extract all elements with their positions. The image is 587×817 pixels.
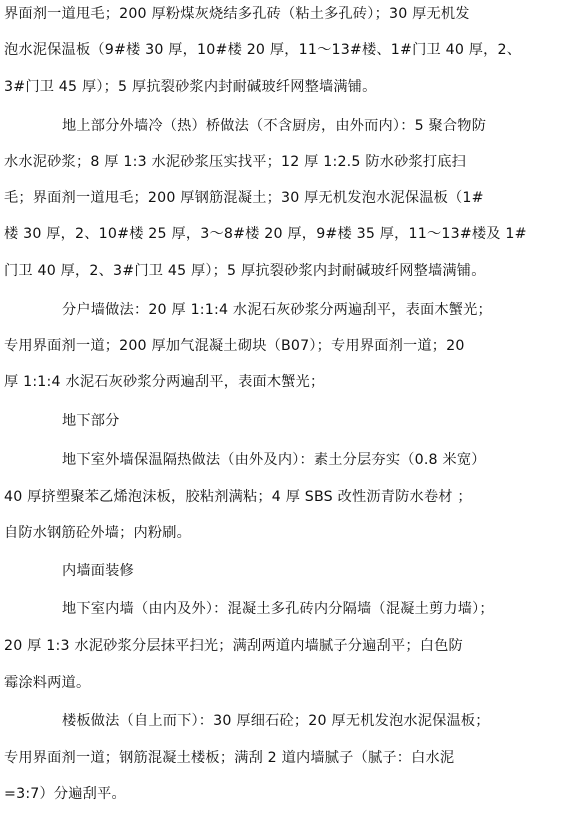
paragraph-2-line-1: 地上部分外墙冷（热）桥做法（不含厨房，由外而内）：5 聚合物防 (62, 118, 487, 134)
paragraph-8-line-3: =3:7）分遍刮平。 (4, 786, 126, 802)
paragraph-3-line-3: 厚 1:1:4 水泥石灰砂浆分两遍刮平，表面木蟹光； (4, 374, 325, 390)
paragraph-7-line-1: 地下室内墙（由内及外）：混凝土多孔砖内分隔墙（混凝土剪力墙）； (62, 601, 494, 617)
paragraph-7-line-3: 霉涂料两道。 (4, 675, 91, 691)
paragraph-7-line-2: 20 厚 1:3 水泥砂浆分层抹平扫光；满刮两道内墙腻子分遍刮平；白色防 (4, 638, 463, 654)
paragraph-1-line-1: 界面剂一道甩毛；200 厚粉煤灰烧结多孔砖（粘土多孔砖）；30 厚无机发 (4, 6, 470, 22)
paragraph-5-line-2: 40 厚挤塑聚苯乙烯泡沫板，胶粘剂满粘；4 厚 SBS 改性沥青防水卷材 ； (4, 489, 472, 505)
paragraph-5-line-3: 自防水钢筋砼外墙；内粉刷。 (4, 525, 192, 541)
paragraph-1-line-3: 3#门卫 45 厚）；5 厚抗裂砂浆内封耐碱玻纤网整墙满铺。 (4, 79, 377, 95)
paragraph-2-line-3: 毛；界面剂一道甩毛；200 厚钢筋混凝土；30 厚无机发泡水泥保温板（1# (4, 190, 484, 206)
paragraph-5-line-1: 地下室外墙保温隔热做法（由外及内）：素土分层夯实（0.8 米宽） (62, 452, 486, 468)
paragraph-1-line-2: 泡水泥保温板（9#楼 30 厚，10#楼 20 厚，11～13#楼、1#门卫 40 厚，2、 (4, 42, 522, 58)
paragraph-3-line-1: 分户墙做法：20 厚 1:1:4 水泥石灰砂浆分两遍刮平，表面木蟹光； (62, 302, 492, 318)
paragraph-2-line-2: 水水泥砂浆；8 厚 1:3 水泥砂浆压实找平；12 厚 1:2.5 防水砂浆打底扫 (4, 154, 467, 170)
section-heading-underground: 地下部分 (62, 413, 120, 429)
paragraph-8-line-2: 专用界面剂一道；钢筋混凝土楼板；满刮 2 道内墙腻子（腻子：白水泥 (4, 750, 455, 766)
paragraph-2-line-4: 楼 30 厚，2、10#楼 25 厚，3～8#楼 20 厚，9#楼 35 厚，11～13#楼及 1# (4, 226, 527, 242)
paragraph-8-line-1: 楼板做法（自上而下）：30 厚细石砼；20 厚无机发泡水泥保温板； (62, 713, 490, 729)
paragraph-2-line-5: 门卫 40 厚，2、3#门卫 45 厚）；5 厚抗裂砂浆内封耐碱玻纤网整墙满铺。 (4, 263, 486, 279)
section-heading-interior-wall: 内墙面装修 (62, 563, 134, 579)
paragraph-3-line-2: 专用界面剂一道；200 厚加气混凝土砌块（B07）；专用界面剂一道；20 (4, 338, 465, 354)
